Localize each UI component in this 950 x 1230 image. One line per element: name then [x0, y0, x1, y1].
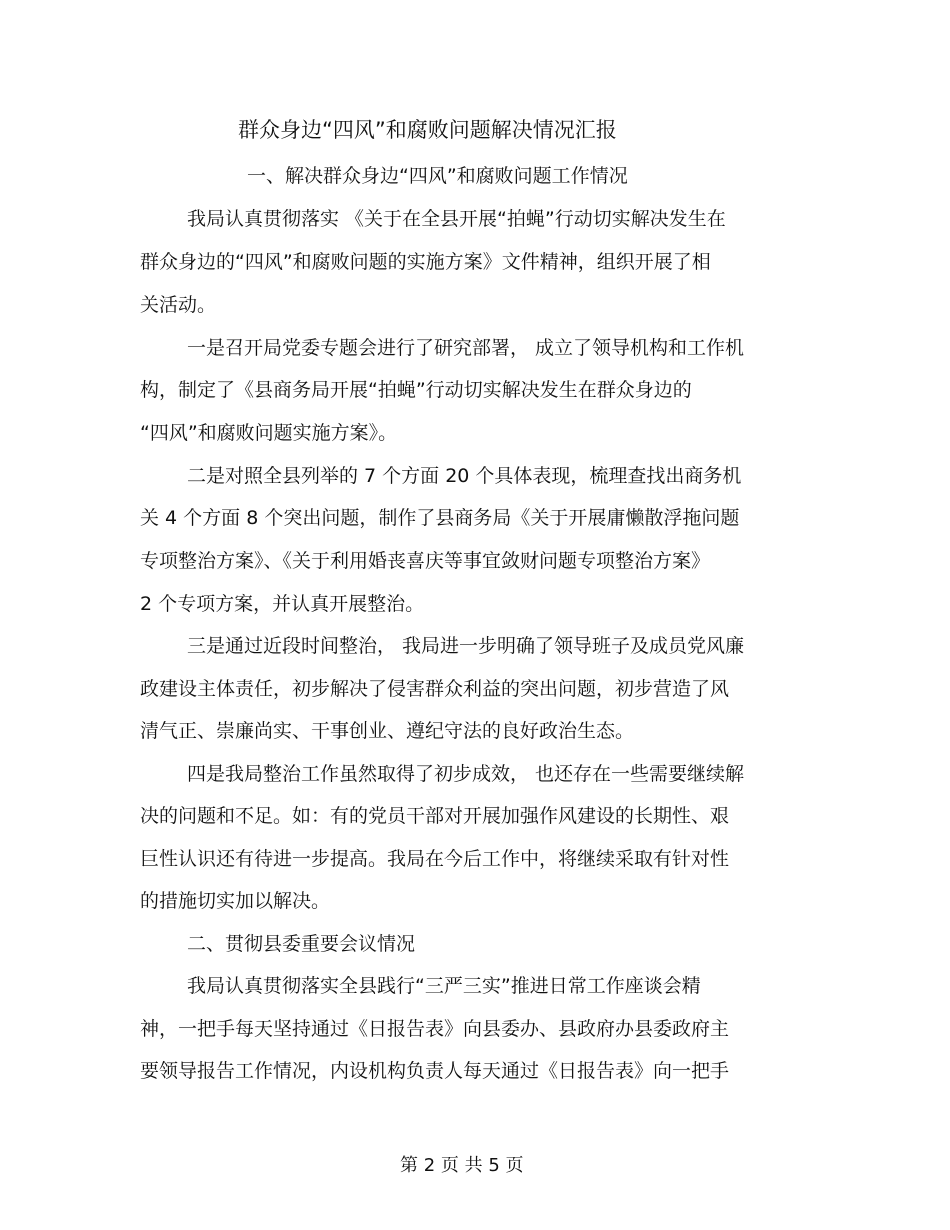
paragraph-line: 一是召开局党委专题会进行了研究部署， 成立了领导机构和工作机 — [187, 337, 745, 359]
paragraph-line: 群众身边的“四风”和腐败问题的实施方案》文件精神，组织开展了相 — [140, 251, 711, 273]
section-heading-2: 二、贯彻县委重要会议情况 — [187, 933, 416, 955]
paragraph-line: 清气正、崇廉尚实、干事创业、遵纪守法的良好政治生态。 — [140, 720, 635, 742]
paragraph-line: 政建设主体责任，初步解决了侵害群众利益的突出问题，初步营造了风 — [140, 678, 730, 700]
paragraph-line: 三是通过近段时间整治， 我局进一步明确了领导班子及成员党风廉 — [187, 635, 745, 657]
paragraph-line: 的措施切实加以解决。 — [140, 890, 331, 912]
paragraph-line: “四风”和腐败问题实施方案》。 — [140, 422, 398, 444]
paragraph-line: 我局认真贯彻落实全县践行“三严三实”推进日常工作座谈会精 — [187, 975, 701, 997]
page-indicator: 第 2 页 共 5 页 — [400, 1155, 524, 1176]
paragraph-line: 二是对照全县列举的 7 个方面 20 个具体表现，梳理查找出商务机 — [187, 465, 742, 487]
document-title: 群众身边“四风”和腐败问题解决情况汇报 — [238, 118, 617, 142]
paragraph-line: 要领导报告工作情况，内设机构负责人每天通过《日报告表》向一把手 — [140, 1060, 730, 1082]
paragraph-line: 巨性认识还有待进一步提高。我局在今后工作中，将继续采取有针对性 — [140, 848, 730, 870]
paragraph-line: 四是我局整治工作虽然取得了初步成效， 也还存在一些需要继续解 — [187, 763, 745, 785]
paragraph-line: 专项整治方案》、《关于利用婚丧喜庆等事宜敛财问题专项整治方案》 — [140, 550, 711, 572]
paragraph-line: 2 个专项方案，并认真开展整治。 — [140, 593, 425, 615]
paragraph-line: 构，制定了《县商务局开展“拍蝇”行动切实解决发生在群众身边的 — [140, 379, 692, 401]
section-heading-1: 一、解决群众身边“四风”和腐败问题工作情况 — [247, 165, 628, 187]
paragraph-line: 决的问题和不足。如：有的党员干部对开展加强作风建设的长期性、艰 — [140, 805, 730, 827]
paragraph-line: 关 4 个方面 8 个突出问题，制作了县商务局《关于开展庸懒散浮拖问题 — [140, 507, 740, 529]
paragraph-line: 关活动。 — [140, 294, 217, 316]
paragraph-line: 神，一把手每天坚持通过《日报告表》向县委办、县政府办县委政府主 — [140, 1018, 730, 1040]
paragraph-line: 我局认真贯彻落实 《关于在全县开展“拍蝇”行动切实解决发生在 — [187, 208, 726, 230]
